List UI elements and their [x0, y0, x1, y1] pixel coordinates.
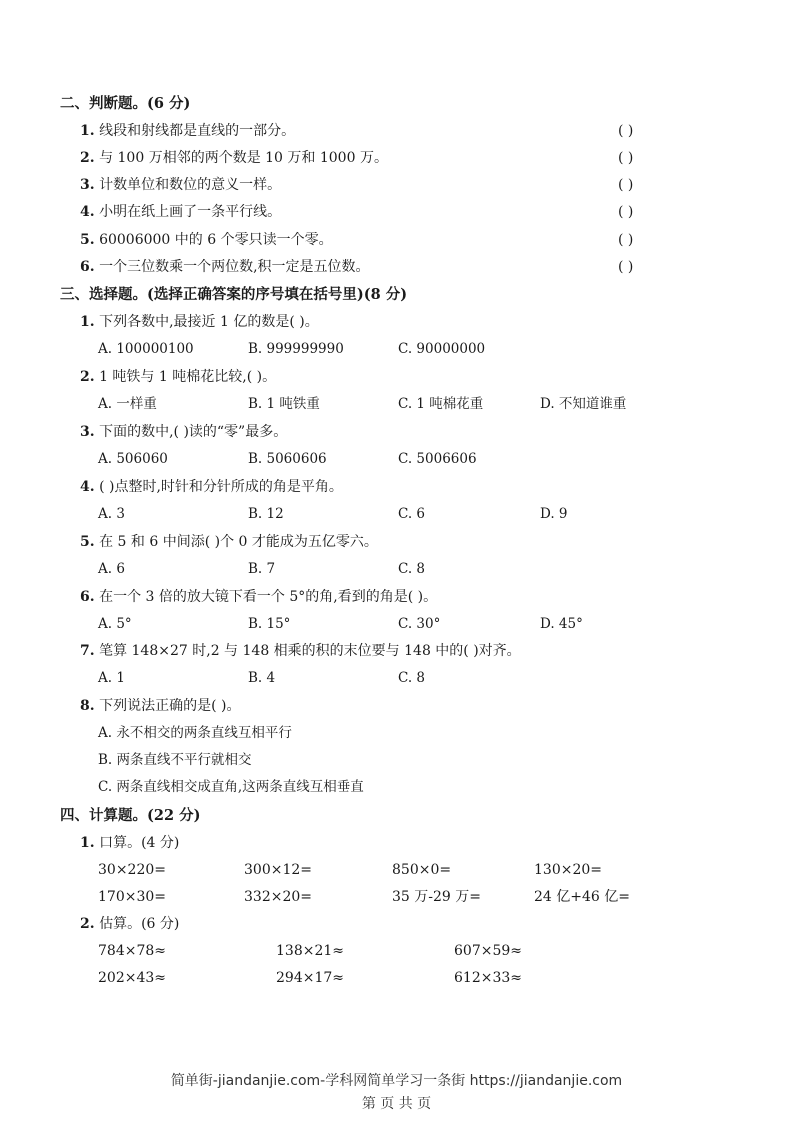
question-text: 在 5 和 6 中间添( )个 0 才能成为五亿零六。	[99, 534, 378, 550]
item-number: 4.	[80, 204, 95, 220]
item-text: 计数单位和数位的意义一样。	[99, 177, 282, 193]
item-number: 3.	[80, 177, 95, 193]
option-c[interactable]: C. 8	[398, 670, 426, 686]
question-text: ( )点整时,时针和分针所成的角是平角。	[99, 479, 343, 495]
question-text: 笔算 148×27 时,2 与 148 相乘的积的末位要与 148 中的( )对齐。	[99, 643, 521, 659]
question-text: 下面的数中,( )读的“零”最多。	[99, 424, 288, 440]
option-d[interactable]: D. 45°	[540, 616, 583, 632]
item-text: 与 100 万相邻的两个数是 10 万和 1000 万。	[99, 150, 388, 166]
choice-question-8	[80, 696, 240, 716]
option-a[interactable]: A. 6	[98, 561, 125, 577]
question-number: 1.	[80, 314, 95, 330]
judgment-item-6	[80, 257, 370, 277]
option-b[interactable]: B. 1 吨铁重	[248, 396, 320, 412]
answer-paren[interactable]: ( )	[618, 204, 634, 220]
option-b[interactable]: B. 7	[248, 561, 276, 577]
question-number: 4.	[80, 479, 95, 495]
oral-calc-item: 24 亿+46 亿=	[534, 889, 630, 905]
judgment-item-5	[80, 230, 333, 250]
judgment-item-4	[80, 202, 281, 222]
option-d[interactable]: D. 9	[540, 506, 568, 522]
question-number: 5.	[80, 534, 95, 550]
estimate-item: 138×21≈	[276, 943, 344, 959]
section-heading-choice: 三、选择题。(选择正确答案的序号填在括号里)(8 分)	[60, 286, 408, 303]
option-a[interactable]: A. 5°	[98, 616, 132, 632]
estimate-item: 612×33≈	[454, 970, 522, 986]
option-b[interactable]: B. 12	[248, 506, 284, 522]
question-text: 1 吨铁与 1 吨棉花比较,( )。	[99, 369, 277, 385]
option-b[interactable]: B. 4	[248, 670, 276, 686]
judgment-item-3	[80, 175, 281, 195]
option-b[interactable]: B. 999999990	[248, 341, 344, 357]
choice-question-3	[80, 422, 287, 442]
oral-calc-item: 30×220=	[98, 862, 166, 878]
question-number: 2.	[80, 916, 95, 932]
option-d[interactable]: D. 不知道谁重	[540, 396, 627, 412]
option-a[interactable]: A. 永不相交的两条直线互相平行	[98, 725, 292, 741]
option-a[interactable]: A. 一样重	[98, 396, 157, 412]
item-number: 5.	[80, 232, 95, 248]
option-c[interactable]: C. 90000000	[398, 341, 486, 357]
section-heading-judgment: 二、判断题。(6 分)	[60, 95, 191, 112]
oral-calc-item: 850×0=	[392, 862, 452, 878]
estimate-item: 607×59≈	[454, 943, 522, 959]
option-b[interactable]: B. 两条直线不平行就相交	[98, 752, 252, 768]
question-number: 3.	[80, 424, 95, 440]
option-a[interactable]: A. 100000100	[98, 341, 194, 357]
question-number: 7.	[80, 643, 95, 659]
choice-question-7	[80, 641, 521, 661]
question-text: 口算。(4 分)	[99, 835, 180, 851]
judgment-item-1	[80, 121, 295, 141]
question-text: 下列各数中,最接近 1 亿的数是( )。	[99, 314, 319, 330]
item-text: 小明在纸上画了一条平行线。	[99, 204, 282, 220]
option-c[interactable]: C. 8	[398, 561, 426, 577]
option-a[interactable]: A. 3	[98, 506, 125, 522]
choice-question-5	[80, 532, 378, 552]
answer-paren[interactable]: ( )	[618, 177, 634, 193]
estimate-title	[80, 914, 179, 934]
answer-paren[interactable]: ( )	[618, 232, 634, 248]
item-number: 1.	[80, 123, 95, 139]
section-heading-calculation: 四、计算题。(22 分)	[60, 807, 201, 824]
option-c[interactable]: C. 两条直线相交成直角,这两条直线互相垂直	[98, 779, 364, 795]
choice-question-1	[80, 312, 319, 332]
question-number: 2.	[80, 369, 95, 385]
option-a[interactable]: A. 506060	[98, 451, 168, 467]
answer-paren[interactable]: ( )	[618, 259, 634, 275]
oral-calc-item: 130×20=	[534, 862, 602, 878]
item-text: 60006000 中的 6 个零只读一个零。	[99, 232, 333, 248]
judgment-item-2	[80, 148, 388, 168]
question-text: 在一个 3 倍的放大镜下看一个 5°的角,看到的角是( )。	[99, 589, 438, 605]
option-c[interactable]: C. 30°	[398, 616, 441, 632]
question-number: 6.	[80, 589, 95, 605]
oral-calc-item: 170×30=	[98, 889, 166, 905]
estimate-item: 784×78≈	[98, 943, 166, 959]
choice-question-6	[80, 587, 437, 607]
oral-calc-title	[80, 833, 179, 853]
oral-calc-item: 332×20=	[244, 889, 312, 905]
estimate-item: 294×17≈	[276, 970, 344, 986]
footer-source: 简单街-jiandanjie.com-学科网简单学习一条街 https://jiandanjie.com	[170, 1073, 623, 1089]
choice-question-2	[80, 367, 276, 387]
answer-paren[interactable]: ( )	[618, 150, 634, 166]
answer-paren[interactable]: ( )	[618, 123, 634, 139]
oral-calc-item: 300×12=	[244, 862, 312, 878]
footer-page-number: 第 页 共 页	[361, 1096, 432, 1112]
option-b[interactable]: B. 15°	[248, 616, 291, 632]
item-text: 一个三位数乘一个两位数,积一定是五位数。	[99, 259, 370, 275]
choice-question-4	[80, 477, 343, 497]
question-text: 下列说法正确的是( )。	[99, 698, 241, 714]
question-number: 8.	[80, 698, 95, 714]
question-number: 1.	[80, 835, 95, 851]
estimate-item: 202×43≈	[98, 970, 166, 986]
option-b[interactable]: B. 5060606	[248, 451, 327, 467]
oral-calc-item: 35 万-29 万=	[392, 889, 481, 905]
item-text: 线段和射线都是直线的一部分。	[99, 123, 296, 139]
option-c[interactable]: C. 6	[398, 506, 426, 522]
option-c[interactable]: C. 1 吨棉花重	[398, 396, 484, 412]
option-a[interactable]: A. 1	[98, 670, 125, 686]
item-number: 6.	[80, 259, 95, 275]
option-c[interactable]: C. 5006606	[398, 451, 477, 467]
question-text: 估算。(6 分)	[99, 916, 180, 932]
item-number: 2.	[80, 150, 95, 166]
